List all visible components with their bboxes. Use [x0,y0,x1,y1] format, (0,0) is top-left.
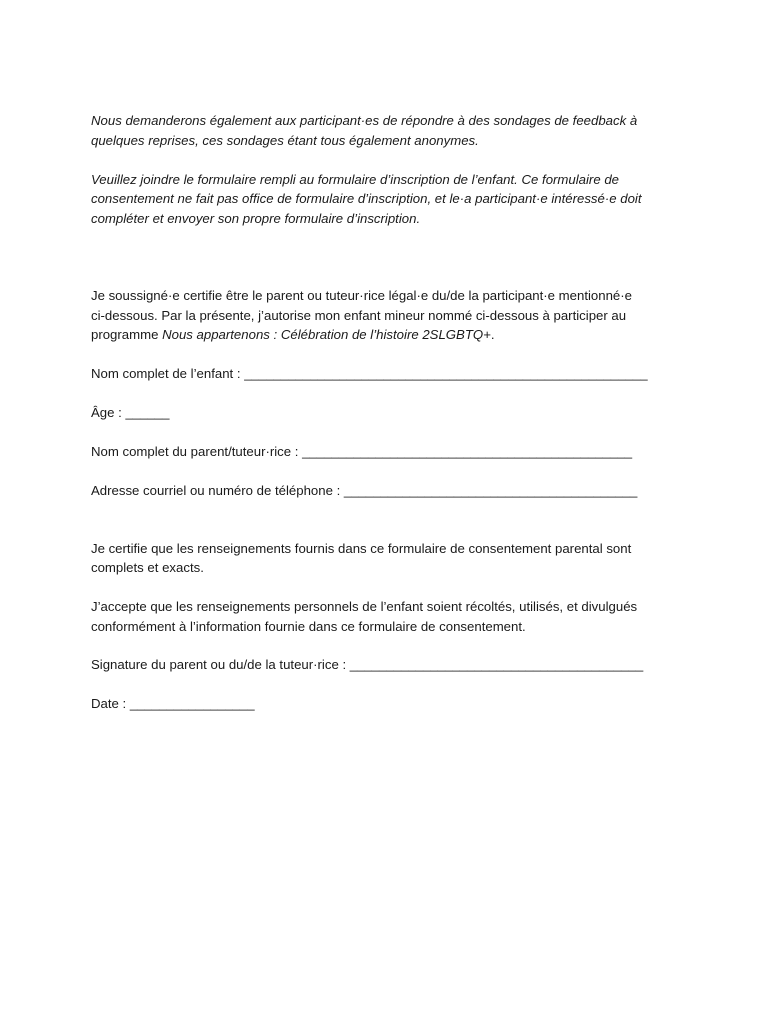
child-name-field[interactable]: Nom complet de l’enfant : _______________________________________________________ [91,366,648,381]
contact-field[interactable]: Adresse courriel ou numéro de téléphone : ________________________________________ [91,483,638,498]
date-field[interactable]: Date : _________________ [91,696,255,711]
accept-declaration-line-1: J’accepte que les renseignements personnels de l’enfant soient récoltés, utilisés, et divulgués [91,599,638,614]
accurate-declaration-line-1: Je certifie que les renseignements fournis dans ce formulaire de consentement parental sont [91,541,632,556]
certification-line-1: Je soussigné·e certifie être le parent ou tuteur·rice légal·e du/de la participant·e mentionné·e [91,288,632,303]
certification-line-2: ci-dessous. Par la présente, j’autorise mon enfant mineur nommé ci-dessous à participer au [91,308,627,323]
signature-field[interactable]: Signature du parent ou du/de la tuteur·rice : ________________________________________ [91,657,644,672]
certification-line-3-suffix: . [490,327,495,342]
accurate-declaration-line-2: complets et exacts. [91,560,204,575]
certification-line-3 [91,325,495,345]
accept-declaration-line-2: conformément à l’information fournie dans ce formulaire de consentement. [91,619,526,634]
feedback-text-line-2: quelques reprises, ces sondages étant tous également anonymes. [91,133,479,148]
age-field[interactable]: Âge : ______ [91,405,170,420]
attach-text-line-3: compléter et envoyer son propre formulaire d’inscription. [91,211,421,226]
attach-text-line-1: Veuillez joindre le formulaire rempli au formulaire d’inscription de l’enfant. Ce formulaire de [91,172,619,187]
program-name: Nous appartenons : Célébration de l’histoire 2SLGBTQ+ [162,327,491,342]
attach-text-line-2: consentement ne fait pas office de formulaire d’inscription, et le·a participant·e intéressé·e doit [91,191,642,206]
parent-name-field[interactable]: Nom complet du parent/tuteur·rice : _____________________________________________ [91,444,633,459]
certification-line-3-prefix: programme [91,327,163,342]
feedback-text-line-1: Nous demanderons également aux participant·es de répondre à des sondages de feedback à [91,113,638,128]
consent-form-page [91,0,691,1024]
